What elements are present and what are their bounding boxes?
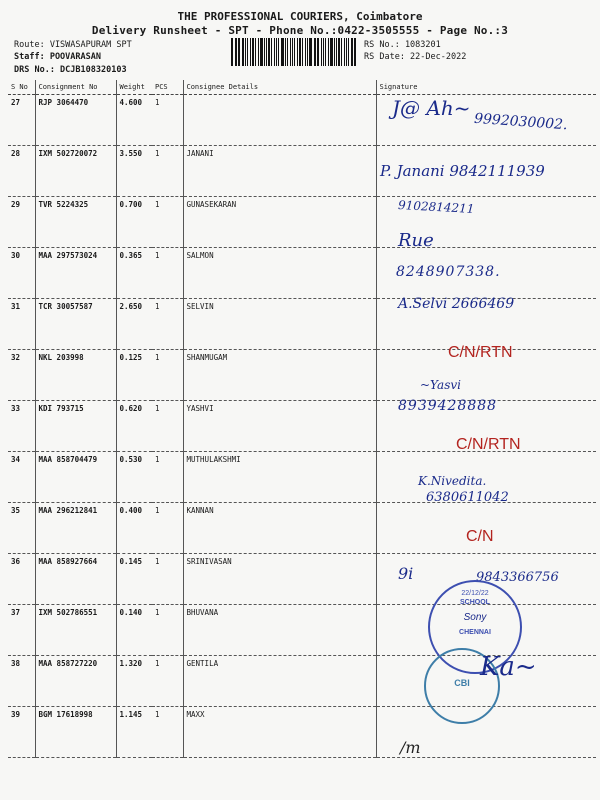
stamp-text-bottom: CHENNAI <box>459 629 491 636</box>
handwritten-phone-30: 8248907338. <box>396 264 501 280</box>
barcode-bar <box>317 38 319 66</box>
row-sno: 37 <box>8 605 35 656</box>
row-consignee: SELVIN <box>183 299 376 350</box>
handwritten-initials: /m <box>400 738 421 757</box>
row-weight: 0.400 <box>116 503 152 554</box>
handwritten-phone-35: 6380611042 <box>426 490 509 505</box>
barcode-bar <box>274 38 275 66</box>
col-signature: Signature <box>376 80 596 95</box>
barcode-bar <box>294 38 296 66</box>
row-pcs: 1 <box>152 554 183 605</box>
barcode-bar <box>247 38 248 66</box>
row-sno: 32 <box>8 350 35 401</box>
round-seal: CBI <box>424 648 500 724</box>
row-consignee: SALMON <box>183 248 376 299</box>
barcode-bar <box>250 38 251 66</box>
signature-scribble-39: Ka~ <box>480 652 537 682</box>
barcode-bar <box>235 38 236 66</box>
barcode-bar <box>297 38 298 66</box>
signature-scribble-37: 9i <box>398 564 414 583</box>
row-consignment: MAA 858727220 <box>35 656 116 707</box>
barcode-bar <box>268 38 270 66</box>
handwritten-phone-33: 8939428888 <box>398 398 498 414</box>
runsheet-subtitle: Delivery Runsheet - SPT - Phone No.:0422-3505555 - Page No.:3 <box>91 24 509 37</box>
row-weight: 0.700 <box>116 197 152 248</box>
barcode-bar <box>315 38 316 66</box>
barcode-bar <box>328 38 329 66</box>
drs-number: DRS No.: DCJB108320103 <box>14 65 127 75</box>
row-consignment: IXM 502786551 <box>35 605 116 656</box>
row-sno: 29 <box>8 197 35 248</box>
row-weight: 0.530 <box>116 452 152 503</box>
barcode-bar <box>287 38 288 66</box>
row-consignment: MAA 858704479 <box>35 452 116 503</box>
table-row <box>8 248 596 299</box>
staff-label: Staff: POOVARASAN <box>14 52 101 62</box>
row-weight: 0.365 <box>116 248 152 299</box>
handwritten-name-28: P. Janani 9842111939 <box>380 162 545 180</box>
row-pcs: 1 <box>152 146 183 197</box>
row-consignment: IXM 502720072 <box>35 146 116 197</box>
barcode-bar <box>302 38 304 66</box>
row-pcs: 1 <box>152 95 183 146</box>
handwritten-phone-27: 9992030002. <box>473 110 568 134</box>
rs-number: RS No.: 1083201 <box>364 40 441 50</box>
row-pcs: 1 <box>152 707 183 758</box>
barcode-bar <box>266 38 267 66</box>
row-weight: 1.320 <box>116 656 152 707</box>
row-consignment: RJP 3064470 <box>35 95 116 146</box>
row-sno: 33 <box>8 401 35 452</box>
row-sno: 35 <box>8 503 35 554</box>
row-sno: 28 <box>8 146 35 197</box>
barcode-bar <box>292 38 293 66</box>
row-consignment: NKL 203998 <box>35 350 116 401</box>
barcode-bar <box>309 38 311 66</box>
barcode-bar <box>252 38 254 66</box>
row-pcs: 1 <box>152 299 183 350</box>
handwritten-name-31: A.Selvi 2666469 <box>398 296 515 312</box>
barcode-bar <box>341 38 342 66</box>
barcode-bar <box>264 38 265 66</box>
barcode-bar <box>336 38 337 66</box>
row-pcs: 1 <box>152 401 183 452</box>
barcode-bar <box>346 38 347 66</box>
row-consignment: MAA 296212841 <box>35 503 116 554</box>
row-consignee: MAXX <box>183 707 376 758</box>
barcode-bar <box>278 38 279 66</box>
barcode-bar <box>323 38 324 66</box>
row-consignment: TCR 30057587 <box>35 299 116 350</box>
row-pcs: 1 <box>152 656 183 707</box>
barcode-bar <box>255 38 257 66</box>
handwritten-phone-29: 9102814211 <box>397 198 475 216</box>
barcode-bar <box>258 38 259 66</box>
barcode-bar <box>281 38 283 66</box>
row-weight: 3.550 <box>116 146 152 197</box>
row-weight: 2.650 <box>116 299 152 350</box>
table-row <box>8 197 596 248</box>
route-label: Route: VISWASAPURAM SPT <box>14 40 132 50</box>
col-sno: S No <box>8 80 35 95</box>
barcode-bar <box>285 38 287 66</box>
row-weight: 4.600 <box>116 95 152 146</box>
barcode-bar <box>314 38 315 66</box>
col-pcs: PCS <box>152 80 183 95</box>
barcode-bar <box>348 38 349 66</box>
barcode-bar <box>242 38 244 66</box>
row-consignment: BGM 17618998 <box>35 707 116 758</box>
row-consignee: GUNASEKARAN <box>183 197 376 248</box>
handwritten-phone-37: 9843366756 <box>476 570 559 585</box>
row-consignee: SRINIVASAN <box>183 554 376 605</box>
barcode-bar <box>334 38 335 66</box>
cn-mark-36: C/N <box>466 528 494 545</box>
row-pcs: 1 <box>152 248 183 299</box>
barcode-bar <box>351 38 353 66</box>
signature-scribble-27: J@ Ah~ <box>392 96 471 120</box>
table-header-row <box>8 80 596 95</box>
row-sno: 30 <box>8 248 35 299</box>
barcode-bar <box>260 38 262 66</box>
barcode-bar <box>305 38 306 66</box>
barcode-bar <box>330 38 332 66</box>
stamp-text-mid: Sony <box>463 612 487 623</box>
row-consignee: YASHVI <box>183 401 376 452</box>
row-consignee <box>183 95 376 146</box>
barcode-bar <box>290 38 291 66</box>
barcode-bar <box>276 38 278 66</box>
rs-date: RS Date: 22-Dec-2022 <box>364 52 467 62</box>
col-consignment: Consignment No <box>35 80 116 95</box>
signature-scribble-33: ~Yasvi <box>420 378 461 392</box>
row-weight: 0.620 <box>116 401 152 452</box>
row-consignment: MAA 858927664 <box>35 554 116 605</box>
row-pcs: 1 <box>152 452 183 503</box>
row-sno: 36 <box>8 554 35 605</box>
barcode-bar <box>344 38 346 66</box>
row-pcs: 1 <box>152 503 183 554</box>
row-pcs: 1 <box>152 350 183 401</box>
rtn-mark-32: C/N/RTN <box>448 344 513 361</box>
col-consignee: Consignee Details <box>183 80 376 95</box>
barcode-bar <box>325 38 327 66</box>
row-consignee: JANANI <box>183 146 376 197</box>
row-sno: 34 <box>8 452 35 503</box>
row-weight: 1.145 <box>116 707 152 758</box>
stamp-text-top: SCHOOL <box>460 599 490 606</box>
row-weight: 0.145 <box>116 554 152 605</box>
handwritten-name-35: K.Nivedita. <box>418 474 487 488</box>
barcode-bar <box>271 38 272 66</box>
barcode-bar <box>299 38 301 66</box>
row-consignee: KANNAN <box>183 503 376 554</box>
barcode-bar <box>354 38 356 66</box>
barcode-bar <box>238 38 240 66</box>
row-consignee: MUTHULAKSHMI <box>183 452 376 503</box>
row-weight: 0.140 <box>116 605 152 656</box>
row-pcs: 1 <box>152 605 183 656</box>
courier-title: THE PROFESSIONAL COURIERS, Coimbatore <box>177 10 423 23</box>
stamp-date: 22/12/22 <box>461 590 489 597</box>
row-weight: 0.125 <box>116 350 152 401</box>
row-consignee: GENTILA <box>183 656 376 707</box>
barcode-bar <box>231 38 233 66</box>
barcode-bar <box>307 38 308 66</box>
row-sno: 38 <box>8 656 35 707</box>
row-consignee: SHANMUGAM <box>183 350 376 401</box>
barcode-bar <box>245 38 246 66</box>
row-sno: 27 <box>8 95 35 146</box>
row-consignee: BHUVANA <box>183 605 376 656</box>
row-consignment: MAA 297573024 <box>35 248 116 299</box>
row-sno: 31 <box>8 299 35 350</box>
row-pcs: 1 <box>152 197 183 248</box>
table-row <box>8 503 596 554</box>
barcode-bar <box>321 38 322 66</box>
row-consignment: TVR 5224325 <box>35 197 116 248</box>
barcode-bar <box>338 38 340 66</box>
rtn-mark-34: C/N/RTN <box>456 436 521 453</box>
row-consignment: KDI 793715 <box>35 401 116 452</box>
barcode <box>231 38 357 66</box>
table-row <box>8 707 596 758</box>
signature-scribble-30: Rue <box>398 230 434 251</box>
row-sno: 39 <box>8 707 35 758</box>
barcode-bar <box>236 38 237 66</box>
col-weight: Weight <box>116 80 152 95</box>
